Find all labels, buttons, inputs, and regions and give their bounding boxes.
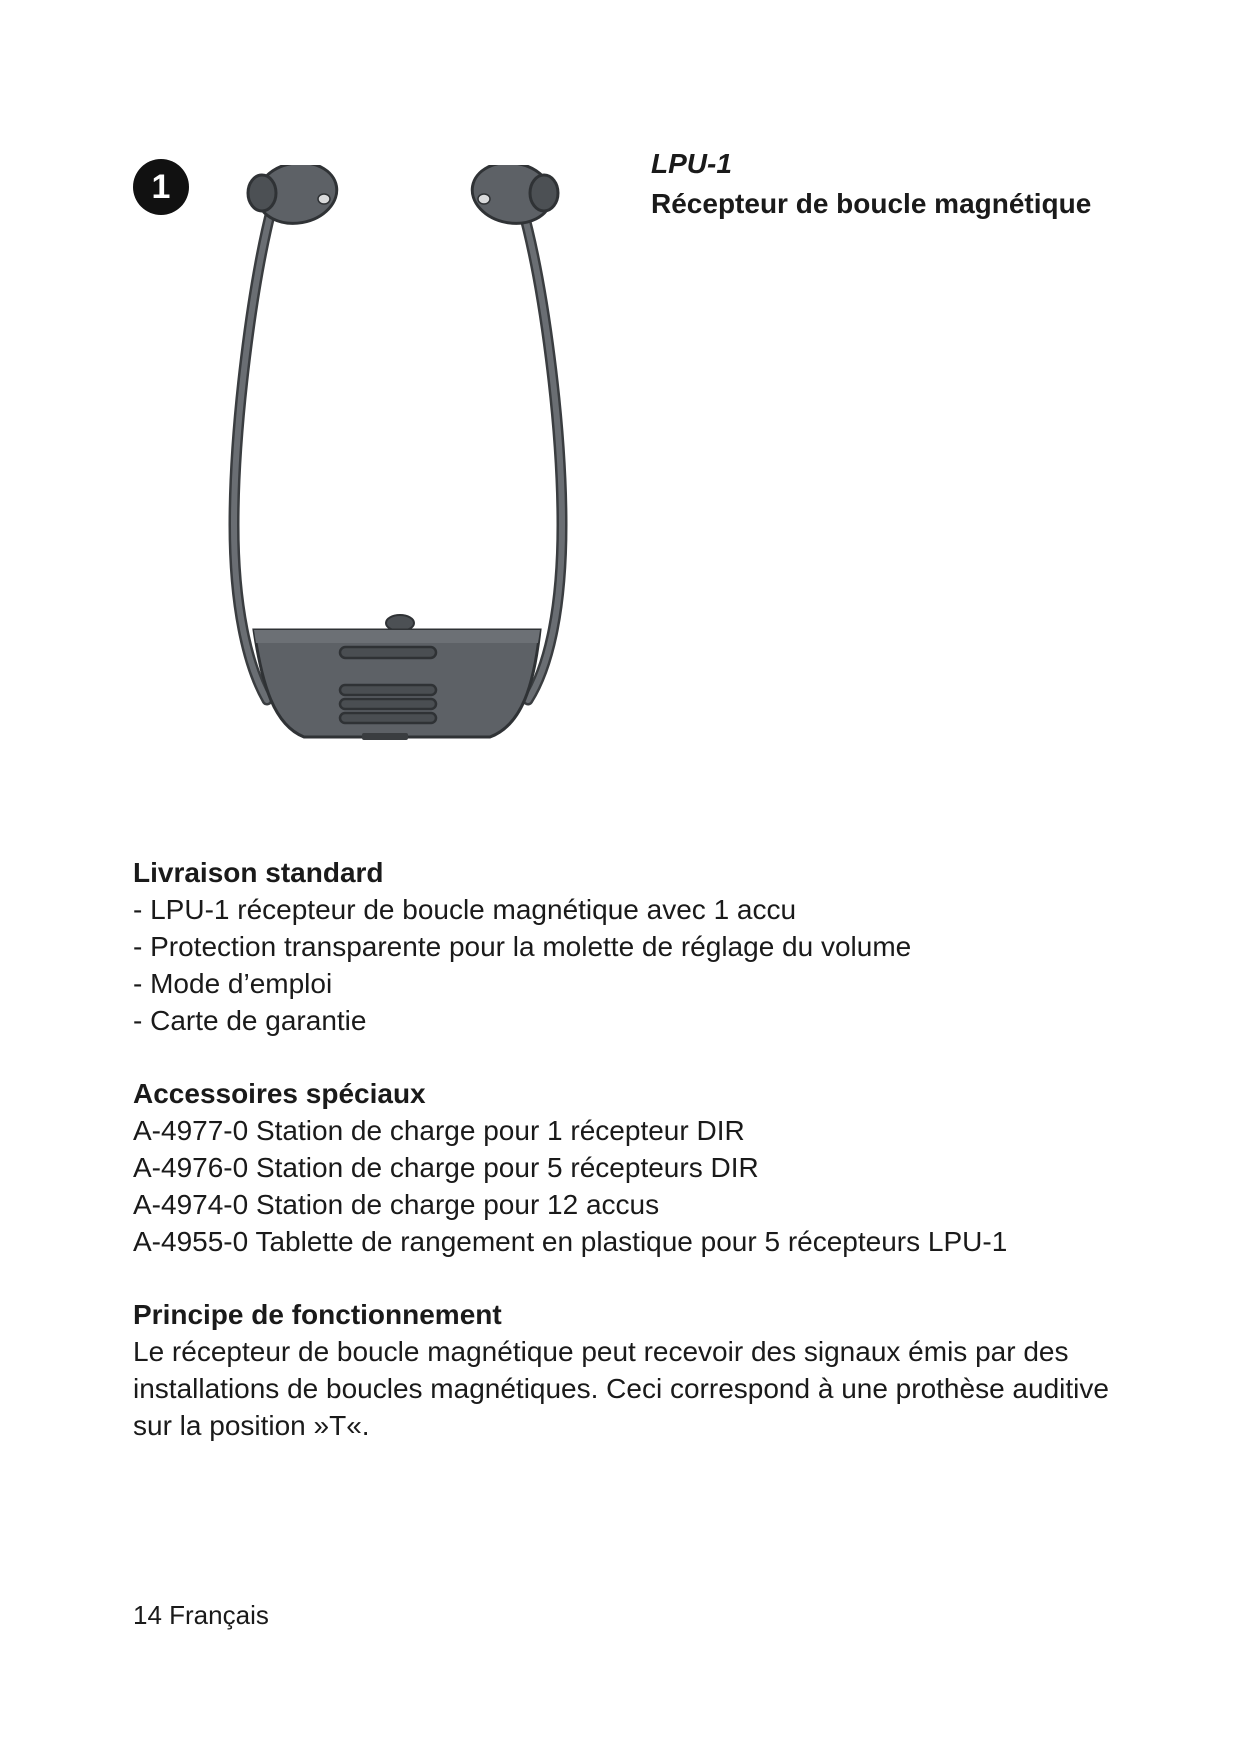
section-heading: Accessoires spéciaux (133, 1078, 426, 1109)
list-item: - Carte de garantie (133, 1005, 367, 1036)
principle-section (133, 1296, 1143, 1444)
list-item: - Protection transparente pour la molette de réglage du volume (133, 931, 912, 962)
page-footer: 14 Français (133, 1600, 269, 1630)
list-item: A-4974-0 Station de charge pour 12 accus (133, 1189, 660, 1220)
list-item: A-4955-0 Tablette de rangement en plastique pour 5 récepteurs LPU-1 (133, 1226, 1008, 1257)
grille-slot (340, 685, 436, 695)
receiver-slot (340, 647, 436, 658)
product-model: LPU-1 (651, 148, 732, 179)
grille-slot (340, 699, 436, 709)
special-accessories-section (133, 1075, 1143, 1260)
product-title: Récepteur de boucle magnétique (651, 188, 1092, 219)
content (133, 854, 1143, 1480)
charging-contact (362, 733, 408, 740)
left-earbud (248, 165, 342, 229)
product-header (651, 146, 1211, 222)
loop-receiver-headset-illustration (222, 165, 642, 830)
grille-slot (340, 713, 436, 723)
section-heading: Principe de fonctionnement (133, 1299, 502, 1330)
figure-number-badge: 1 (133, 159, 189, 215)
section-heading: Livraison standard (133, 857, 384, 888)
principle-paragraph: Le récepteur de boucle magnétique peut recevoir des signaux émis par des installations de boucles magnétiques. Ceci correspond à une prothèse auditive sur la position »T«. (133, 1336, 1109, 1441)
list-item: A-4976-0 Station de charge pour 5 récepteurs DIR (133, 1152, 759, 1183)
right-earbud (467, 165, 558, 229)
list-item: - Mode d’emploi (133, 968, 333, 999)
list-item: - LPU-1 récepteur de boucle magnétique avec 1 accu (133, 894, 797, 925)
list-item: A-4977-0 Station de charge pour 1 récepteur DIR (133, 1115, 745, 1146)
standard-delivery-section (133, 854, 1143, 1039)
